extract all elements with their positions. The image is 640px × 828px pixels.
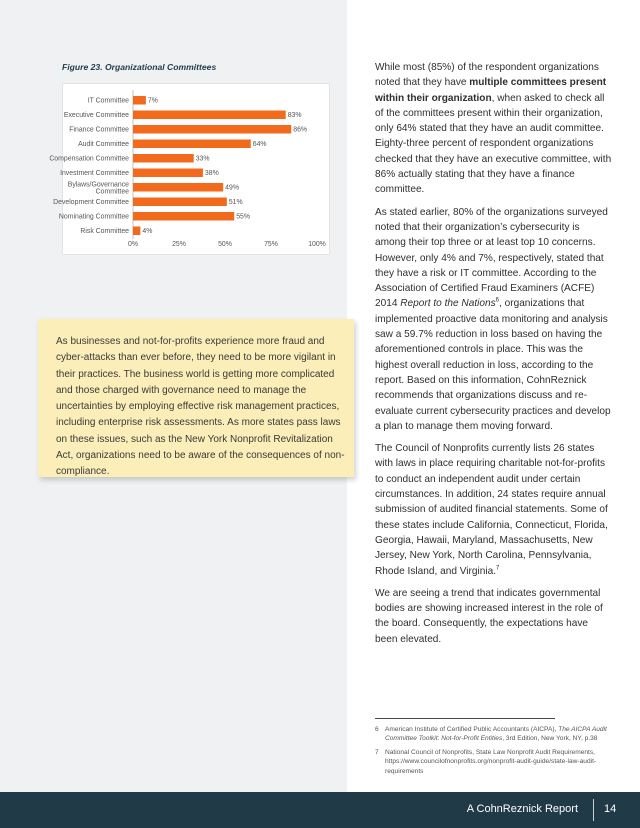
- bold-text: multiple committees present within their organization: [375, 77, 607, 104]
- x-tick-label: 50%: [218, 241, 232, 248]
- footnote-title: The AICPA Audit Committee Toolkit: Not-for-Profit Entities: [385, 726, 607, 743]
- footnote-number: 7: [375, 748, 379, 756]
- footnote: [375, 725, 613, 744]
- value-label: 38%: [204, 170, 219, 178]
- chart-container: [49, 83, 330, 255]
- bar: [133, 154, 194, 163]
- category-label: IT Committee: [87, 97, 129, 105]
- x-tick-label: 0%: [128, 241, 138, 248]
- bar: [133, 169, 203, 178]
- category-label: Nominating Committee: [58, 213, 129, 221]
- text-run: American Institute of Certified Public Accountants (AICPA),: [385, 726, 559, 733]
- paragraph-3: [375, 441, 613, 579]
- figure-title: Figure 23. Organizational Committees: [62, 62, 217, 72]
- report-title: Report to the Nations: [400, 298, 496, 310]
- paragraph-4: [375, 586, 613, 647]
- footnote-text: National Council of Nonprofits, State Law Nonprofit Audit Requirements, https://www.councilofnonprofits.org/nonprofit-audit-guide/state-law-audit-requirements: [385, 748, 597, 775]
- value-label: 7%: [147, 97, 158, 105]
- callout-text: As businesses and not-for-profits experience more fraud and cyber-attacks than ever before, they need to be more vigilant in their practices. The business world is getting more complicated and those charged with governance need to manage the uncertainties by employing effective risk management practices, including enterprise risk assessments. As more states pass laws on these issues, such as the New York Nonprofit Revitalization Act, organizations need to be aware of the consequences of non-compliance.: [56, 336, 345, 478]
- body-column: [375, 60, 613, 654]
- bar-chart: [49, 84, 329, 254]
- bar: [133, 96, 146, 105]
- paragraph-1: [375, 60, 613, 198]
- bar: [133, 198, 227, 207]
- category-label: Bylaws/Governance Committee: [67, 181, 129, 196]
- text-run: We are seeing a trend that indicates governmental bodies are showing increased interest in the role of the board. Consequently, the expectations have been elevated.: [375, 587, 603, 645]
- text-run: While most (85%) of the respondent organizations noted that they have: [375, 62, 599, 89]
- page-number: 14: [604, 803, 617, 815]
- footer-divider: [593, 799, 594, 821]
- footnote: [375, 748, 613, 776]
- footer-bar: [0, 792, 640, 828]
- bar: [133, 140, 251, 149]
- x-tick-label: 100%: [308, 241, 326, 248]
- category-label: Executive Committee: [63, 112, 129, 120]
- bar: [133, 111, 286, 120]
- value-label: 49%: [225, 184, 239, 192]
- text-run: As stated earlier, 80% of the organizations surveyed noted that their organization’s cybersecurity is among their top three or at least top 10 concerns. However, only 4% and 7%, respectively, stated that they have a risk or IT committee. According to the Association of Certified Fraud Examiners (ACFE) 2014: [375, 206, 608, 310]
- footnotes: [375, 725, 613, 780]
- bar: [133, 125, 291, 134]
- category-label: Development Committee: [53, 199, 129, 207]
- bar: [133, 227, 140, 236]
- value-label: 64%: [252, 141, 267, 149]
- value-label: 83%: [287, 112, 302, 120]
- footnote-number: 6: [375, 726, 379, 733]
- text-run: , organizations that implemented proactive data monitoring and analysis saw a 59.7% reduction in loss based on having the aforementioned controls in place. This was the highest overall reduction in loss, according to the report. Based on this information, CohnReznick recommends that organizations discuss and re-evaluate current cybersecurity practices and develop a plan to manage them moving forward.: [375, 298, 611, 432]
- value-label: 55%: [236, 213, 250, 221]
- value-label: 86%: [293, 126, 308, 134]
- paragraph-2: [375, 205, 613, 434]
- footnote-text: [385, 725, 613, 744]
- bar: [133, 183, 223, 192]
- footnote-ref: 7: [496, 565, 500, 572]
- text-run: The Council of Nonprofits currently lists 26 states with laws in place requiring charitable not-for-profits to conduct an independent audit under certain circumstances. In addition, 24 states require annual submission of audited financial statements. Some of these states include California, Connecticut, Florida, Georgia, Hawaii, Maryland, Massachusetts, New Jersey, New York, North Carolina, Pennsylvania, Rhode Island, and Virginia.: [375, 443, 608, 577]
- category-label: Risk Committee: [80, 228, 129, 236]
- x-tick-label: 75%: [264, 241, 278, 248]
- text-run: , when asked to check all of the committees present within their organization, only 64% stated that they have an audit committee. Eighty-three percent of respondent organizations checked that they have an executive committee, with 86% actually stating that they have a finance committee.: [375, 92, 612, 196]
- x-tick-label: 25%: [172, 241, 186, 248]
- category-label: Compensation Committee: [49, 155, 129, 163]
- value-label: 4%: [142, 228, 153, 236]
- text-run: , 3rd Edition, New York, NY, p.38: [502, 735, 598, 743]
- value-label: 33%: [195, 155, 210, 163]
- footnote-ref: 6: [495, 298, 499, 305]
- bar: [133, 212, 234, 221]
- footer-title: A CohnReznick Report: [466, 803, 578, 815]
- value-label: 51%: [228, 199, 243, 207]
- category-label: Audit Committee: [78, 141, 129, 149]
- category-label: Investment Committee: [60, 170, 129, 178]
- footnote-rule: [375, 718, 555, 719]
- callout-box: [38, 319, 354, 477]
- category-label: Finance Committee: [69, 126, 129, 134]
